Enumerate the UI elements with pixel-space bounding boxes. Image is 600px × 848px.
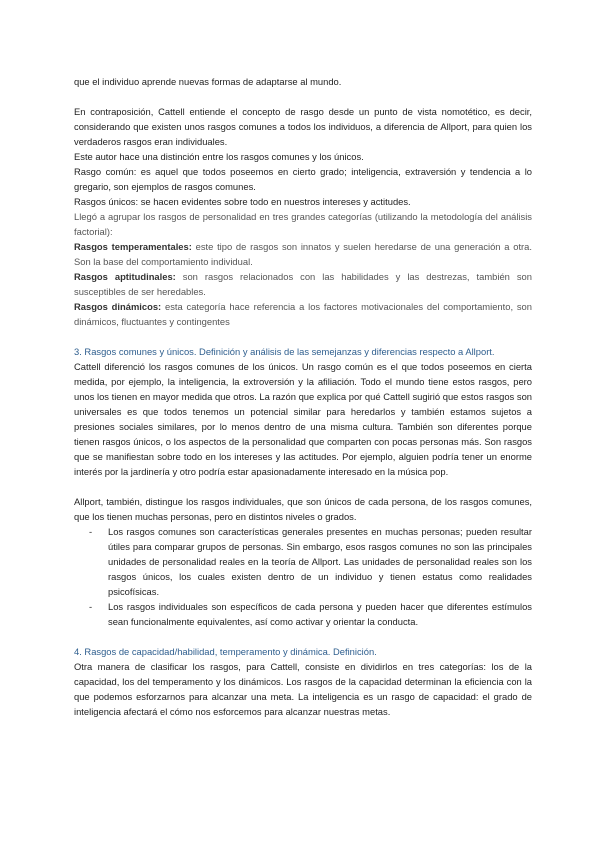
dynamic-label: Rasgos dinámicos: xyxy=(74,301,162,312)
allport-bullet-list xyxy=(74,524,532,629)
list-item xyxy=(89,599,532,629)
other-classification-paragraph: Otra manera de clasificar los rasgos, para Cattell, consiste en dividirlos en tres categorías: los de la capacidad, los del temperamento y los dinámicos. Los rasgos de la capacidad determinan la eficiencia con la que podemos esforzarnos para alcanzar una meta. La inteligencia es un rasgo de capacidad: el grado de inteligencia afectará el cómo nos esforcemos para alcanzar nuestras metas. xyxy=(74,661,532,717)
spacer xyxy=(74,629,532,644)
temperamental-text: este tipo de rasgos son innatos y suelen heredarse de una generación a otra. Son la base del comportamiento individual. xyxy=(74,241,532,267)
temperamental-label: Rasgos temperamentales: xyxy=(74,241,192,252)
contraposition-paragraph: En contraposición, Cattell entiende el concepto de rasgo desde un punto de vista nomotético, es decir, considerando que existen unos rasgos comunes a todos los individuos, a diferencia de Allport, para quien los verdaderos rasgos eran individuales. xyxy=(74,106,532,147)
list-item-text: Los rasgos individuales son específicos de cada persona y pueden hacer que diferentes estímulos sean funcionalmente equivalentes, así como activar y orientar la conducta. xyxy=(108,601,532,627)
distinction-paragraph: Este autor hace una distinción entre los rasgos comunes y los únicos. xyxy=(74,151,364,162)
dynamic-paragraph xyxy=(74,299,532,329)
list-item-text: Los rasgos comunes son características generales presentes en muchas personas; pueden resultar útiles para comparar grupos de personas. Sin embargo, esos rasgos comunes no son las principales unidades de personalidad reales en la teoría de Allport. Las unidades de personalidad reales son los rasgos únicos, los cuales existen dentro de un individuo y tienen estatus como realidades psicofísicas. xyxy=(108,526,532,597)
aptitudinal-label: Rasgos aptitudinales: xyxy=(74,271,176,282)
spacer xyxy=(74,329,532,344)
allport-paragraph: Allport, también, distingue los rasgos individuales, que son únicos de cada persona, de los rasgos comunes, que los tienen muchas personas, pero en distintos niveles o grados. xyxy=(74,496,532,522)
section-3-heading: 3. Rasgos comunes y únicos. Definición y análisis de las semejanzas y diferencias respecto a Allport. xyxy=(74,346,495,357)
spacer xyxy=(74,479,532,494)
dash-bullet: - xyxy=(89,601,93,612)
spacer xyxy=(74,89,532,104)
dynamic-text: esta categoría hace referencia a los factores motivacionales del comportamiento, son dinámicos, fluctuantes y contingentes xyxy=(74,301,532,327)
intro-end-paragraph: que el individuo aprende nuevas formas de adaptarse al mundo. xyxy=(74,76,342,87)
common-trait-paragraph: Rasgo común: es aquel que todos poseemos en cierto grado; inteligencia, extraversión y tendencia a lo gregario, son ejemplos de rasgos comunes. xyxy=(74,166,532,192)
grouping-paragraph: Llegó a agrupar los rasgos de personalidad en tres grandes categorías (utilizando la metodología del análisis factorial): xyxy=(74,211,532,237)
temperamental-paragraph xyxy=(74,239,532,269)
cattell-differentiated-paragraph: Cattell diferenció los rasgos comunes de los únicos. Un rasgo común es el que todos poseemos en cierta medida, por ejemplo, la inteligencia, la extroversión y la afiliación. Todo el mundo tiene estos rasgos, pero unos los tienen en mayor medida que otros. La razón que explica por qué Cattell sugirió que estos rasgos son universales es que todos tenemos un potencial similar para heredarlos y también estamos sujetos a presiones sociales similares, por lo menos dentro de una misma cultura. También son diferentes porque tienen rasgos únicos, o los aspectos de la personalidad que comparten con pocas personas más. Son rasgos que se manifiestan sobre todo en los intereses y las actitudes. Por ejemplo, alguien podría tener un enorme interés por la jardinería y otro podría estar apasionadamente interesado en la música pop. xyxy=(74,361,532,477)
list-item xyxy=(89,524,532,599)
section-4-heading: 4. Rasgos de capacidad/habilidad, temperamento y dinámica. Definición. xyxy=(74,646,377,657)
aptitudinal-text: son rasgos relacionados con las habilidades y las destrezas, también son susceptibles de ser heredables. xyxy=(74,271,532,297)
aptitudinal-paragraph xyxy=(74,269,532,299)
unique-traits-paragraph: Rasgos únicos: se hacen evidentes sobre todo en nuestros intereses y actitudes. xyxy=(74,196,411,207)
dash-bullet: - xyxy=(89,526,93,537)
